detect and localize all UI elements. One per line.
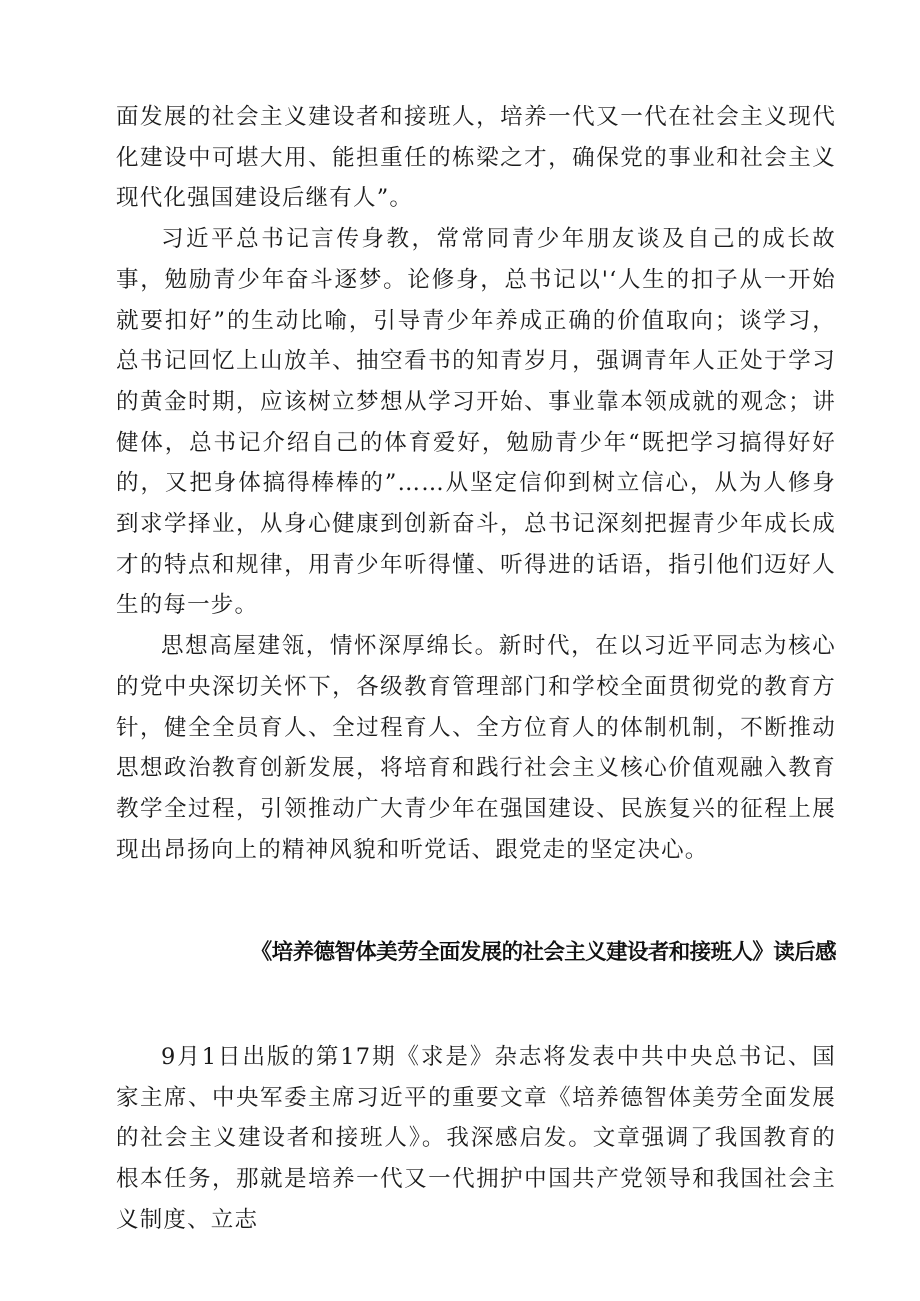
paragraph-growth-stories: 习近平总书记言传身教，常常同青少年朋友谈及自己的成长故事，勉励青少年奋斗逐梦。论修身，总书记以'‘人生的扣子从一开始就要扣好”的生动比喻，引导青少年养成正确的价值取向；谈学习，总书记回忆上山放羊、抽空看书的知青岁月，强调青年人正处于学习的黄金时期，应该树立梦想从学习开始、事业靠本领成就的观念；讲健体，总书记介绍自己的体育爱好，勉励青少年“既把学习搞得好好的，又把身体搞得棒棒的”……从坚定信仰到树立信心，从为人修身到求学择业，从身心健康到创新奋斗，总书记深刻把握青少年成长成才的特点和规律，用青少年听得懂、听得进的话语，指引他们迈好人生的每一步。 [116,226,836,619]
article-title: 《培养德智体美劳全面发展的社会主义建设者和接班人》读后感 [250,940,836,965]
paragraph-new-era: 思想高屋建瓴，情怀深厚绵长。新时代，在以习近平同志为核心的党中央深切关怀下，各级教育管理部门和学校全面贯彻党的教育方针，健全全员育人、全过程育人、全方位育人的体制机制，不断推动思想政治教育创新发展，将培育和践行社会主义核心价值观融入教育教学全过程，引领推动广大青少年在强国建设、民族复兴的征程上展现出昂扬向上的精神风貌和听党话、跟党走的坚定决心。 [116,633,836,863]
paragraph-qiushi-intro: 9月1日出版的第17期《求是》杂志将发表中共中央总书记、国家主席、中央军委主席习近平的重要文章《培养德智体美劳全面发展的社会主义建设者和接班人》。我深感启发。文章强调了我国教育的根本任务，那就是培养一代又一代拥护中国共产党领导和我国社会主义制度、立志 [116,1044,836,1233]
paragraph-continued: 面发展的社会主义建设者和接班人，培养一代又一代在社会主义现代化建设中可堪大用、能担重任的栋梁之才，确保党的事业和社会主义现代化强国建设后继有人”。 [116,104,836,212]
article-body-lower [116,1037,836,1241]
article-body-upper [116,97,836,870]
